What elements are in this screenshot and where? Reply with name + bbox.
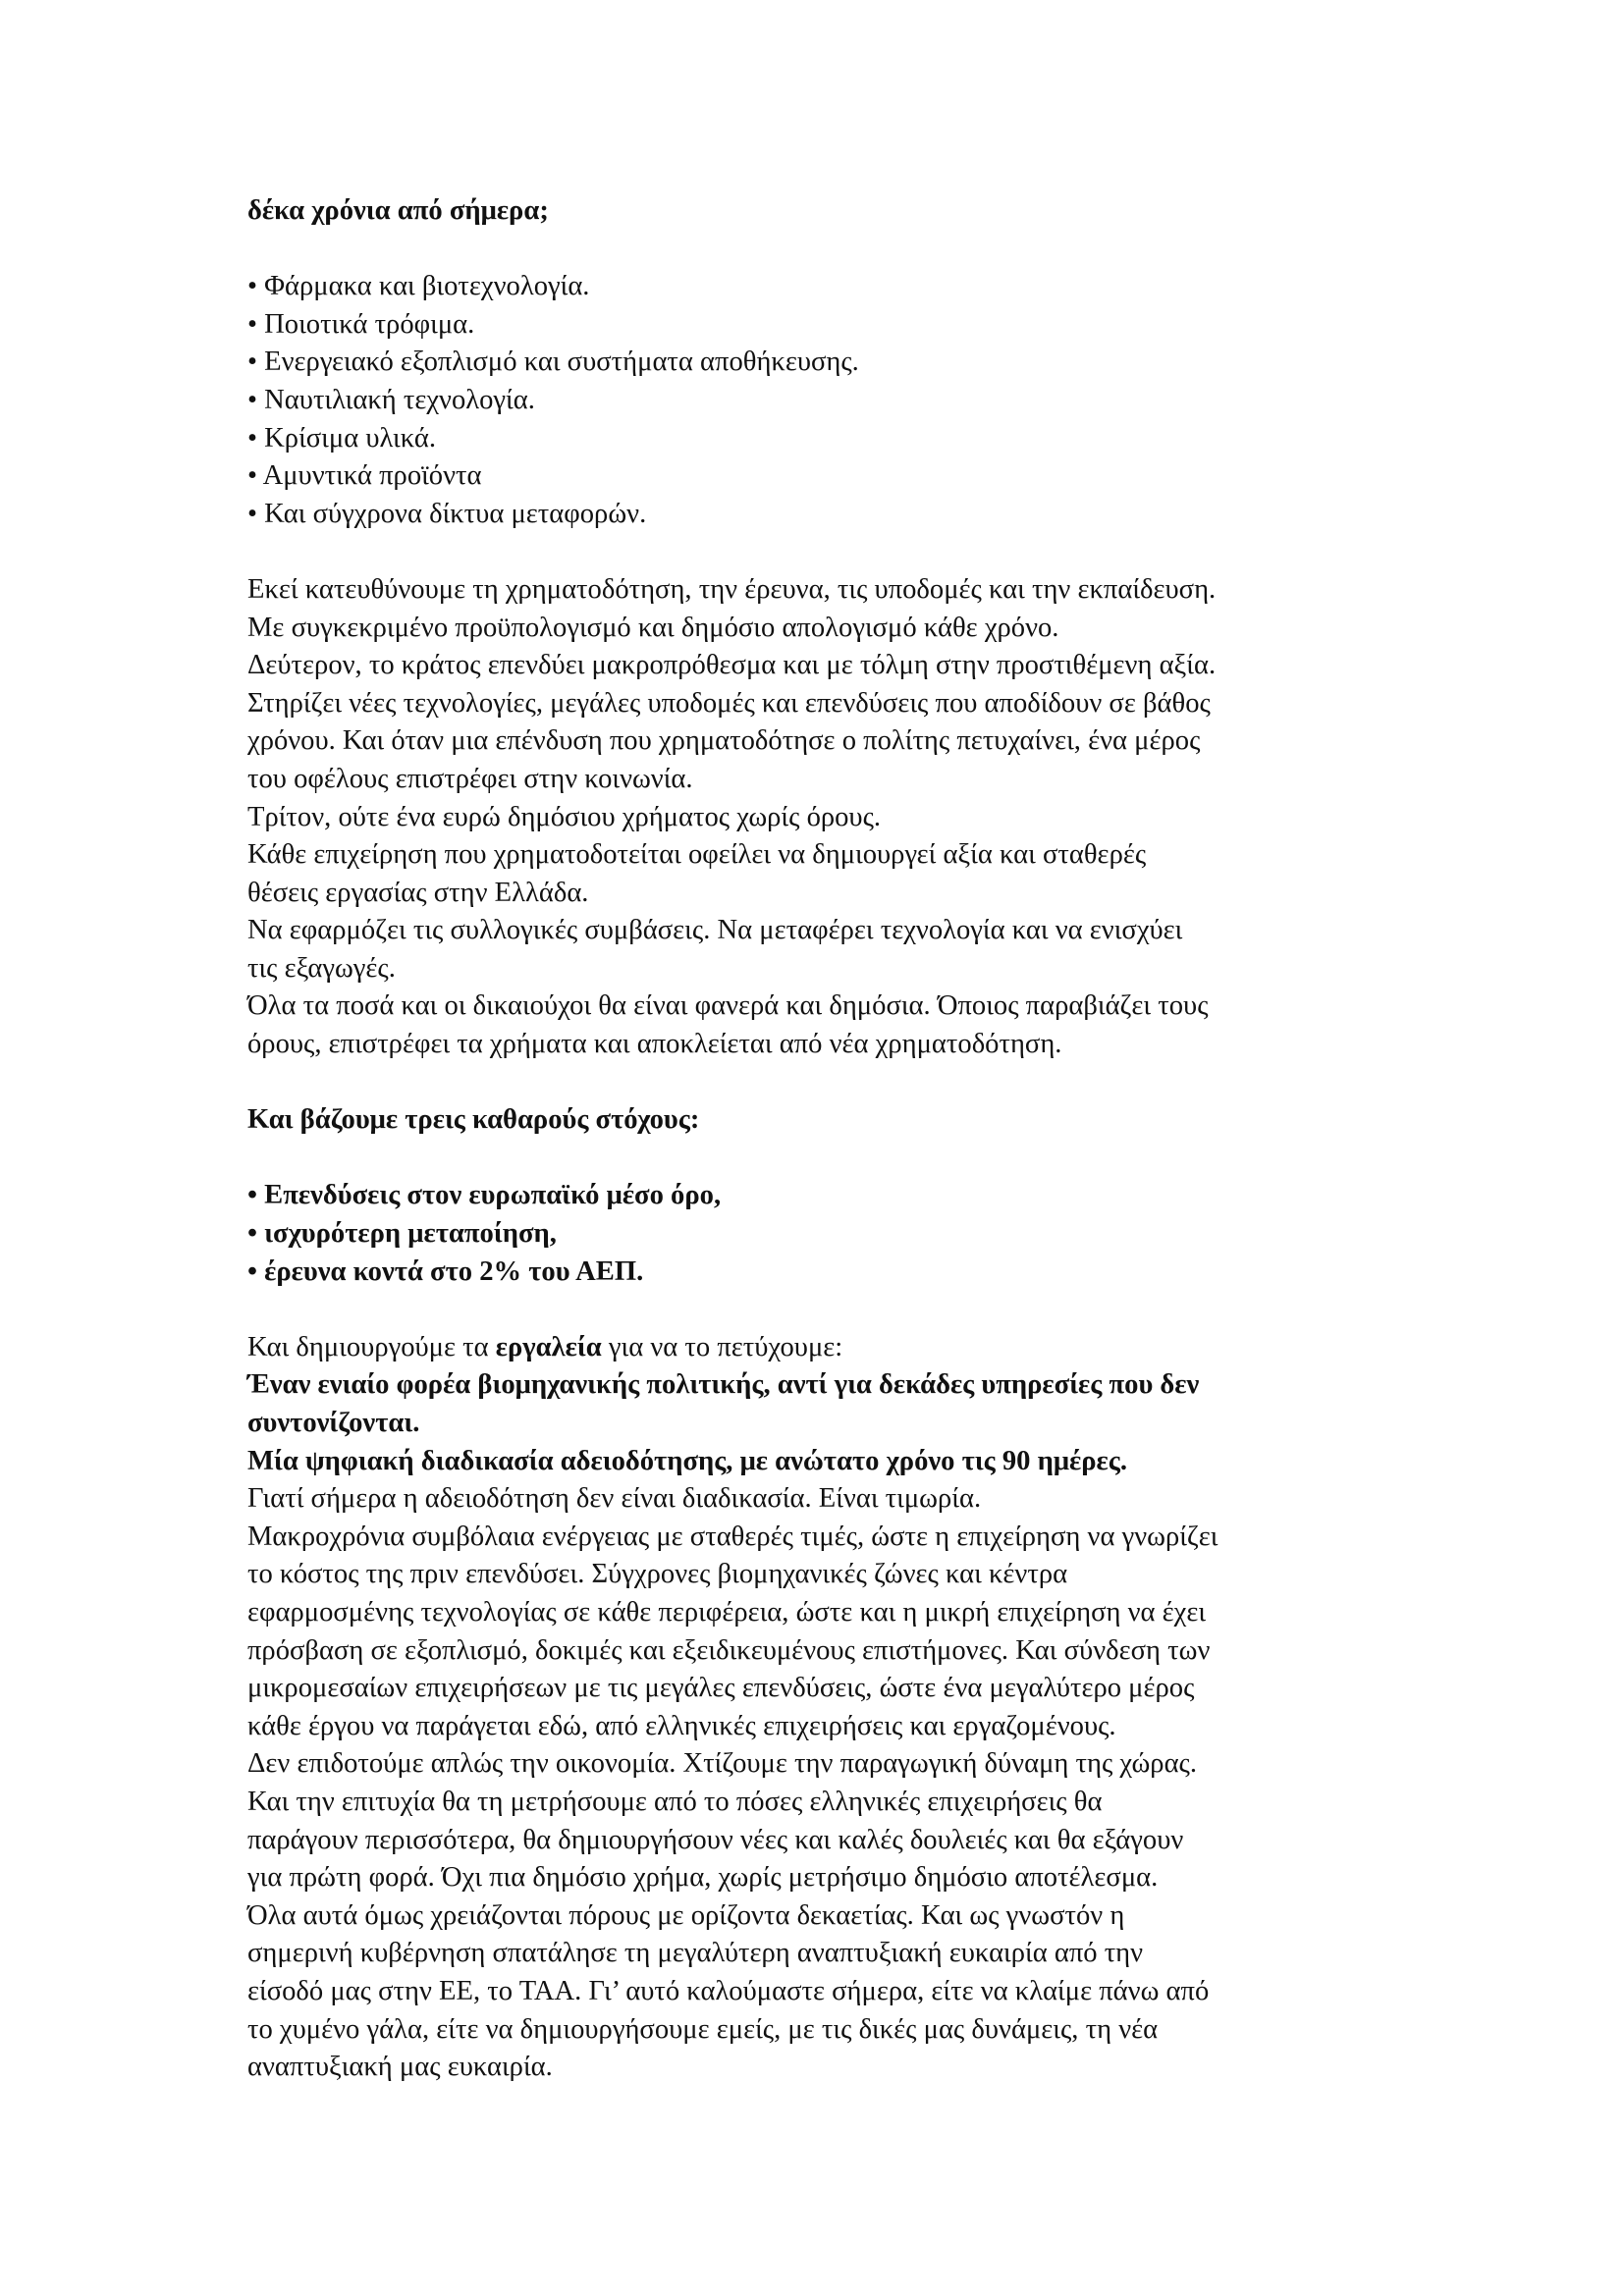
tools-intro-bold: εργαλεία [495, 1331, 602, 1362]
text-line: το κόστος της πριν επενδύσει. Σύγχρονες βιομηχανικές ζώνες και κέντρα [247, 1559, 1068, 1590]
spacer [247, 533, 1406, 571]
spacer [247, 1140, 1406, 1178]
text-line: συντονίζονται. [247, 1408, 420, 1438]
text-line: είσοδό μας στην ΕΕ, το ΤΑΑ. Γι’ αυτό καλούμαστε σήμερα, είτε να κλαίμε πάνω από [247, 1975, 1210, 2006]
sector-item: • Ενεργειακό εξοπλισμό και συστήματα αποθήκευσης. [247, 347, 859, 378]
tools-intro-before: Και δημιουργούμε τα [247, 1331, 496, 1362]
sector-item: • Κρίσιμα υλικά. [247, 422, 436, 454]
text-line: Μακροχρόνια συμβόλαια ενέργειας με σταθερές τιμές, ώστε η επιχείρηση να γνωρίζει [247, 1521, 1218, 1552]
heading-question: δέκα χρόνια από σήμερα; [247, 195, 549, 226]
sectors-list [247, 268, 1406, 533]
text-line: μικρομεσαίων επιχειρήσεων με τις μεγάλες επενδύσεις, ώστε ένα μεγαλύτερο μέρος [247, 1673, 1195, 1704]
text-line: Δεύτερον, το κράτος επενδύει μακροπρόθεσμα και με τόλμη στην προστιθέμενη αξία. [247, 650, 1217, 681]
text-line: κάθε έργου να παράγεται εδώ, από ελληνικές επιχειρήσεις και εργαζομένους. [247, 1710, 1116, 1741]
text-line: Τρίτον, ούτε ένα ευρώ δημόσιου χρήματος χωρίς όρους. [247, 801, 882, 832]
text-line: Να εφαρμόζει τις συλλογικές συμβάσεις. Να μεταφέρει τεχνολογία και να ενισχύει [247, 915, 1183, 946]
paragraph-measures [247, 1480, 1406, 2087]
goal-item: • ισχυρότερη μεταποίηση, [247, 1218, 557, 1250]
text-line: Γιατί σήμερα η αδειοδότηση δεν είναι διαδικασία. Είναι τιμωρία. [247, 1483, 982, 1515]
text-line: Στηρίζει νέες τεχνολογίες, μεγάλες υποδομές και επενδύσεις που αποδίδουν σε βάθος [247, 687, 1211, 719]
text-line: παράγουν περισσότερα, θα δημιουργήσουν νέες και καλές δουλειές και θα εξάγουν [247, 1824, 1184, 1855]
text-line: πρόσβαση σε εξοπλισμό, δοκιμές και εξειδικευμένους επιστήμονες. Και σύνδεση των [247, 1634, 1211, 1666]
sector-item: • Και σύγχρονα δίκτυα μεταφορών. [247, 498, 647, 529]
text-line: σημερινή κυβέρνηση σπατάλησε τη μεγαλύτερη αναπτυξιακή ευκαιρία από την [247, 1938, 1144, 1969]
text-line: τις εξαγωγές. [247, 952, 396, 984]
text-line: Και την επιτυχία θα τη μετρήσουμε από το πόσες ελληνικές επιχειρήσεις θα [247, 1786, 1103, 1817]
text-line: του οφέλους επιστρέφει στην κοινωνία. [247, 763, 693, 794]
text-line: όρους, επιστρέφει τα χρήματα και αποκλείεται από νέα χρηματοδότηση. [247, 1029, 1062, 1060]
text-line: Δεν επιδοτούμε απλώς την οικονομία. Χτίζουμε την παραγωγική δύναμη της χώρας. [247, 1748, 1198, 1780]
tools-bold-lines [247, 1366, 1406, 1480]
spacer [247, 1064, 1406, 1102]
text-line: Έναν ενιαίο φορέα βιομηχανικής πολιτικής, αντί για δεκάδες υπηρεσίες που δεν [247, 1369, 1200, 1401]
text-line: χρόνου. Και όταν μια επένδυση που χρηματοδότησε ο πολίτης πετυχαίνει, ένα μέρος [247, 725, 1201, 757]
text-line: αναπτυξιακή μας ευκαιρία. [247, 2052, 553, 2083]
text-line: Εκεί κατευθύνουμε τη χρηματοδότηση, την έρευνα, τις υποδομές και την εκπαίδευση. [247, 573, 1217, 605]
text-line: για πρώτη φορά. Όχι πια δημόσιο χρήμα, χωρίς μετρήσιμο δημόσιο αποτέλεσμα. [247, 1862, 1159, 1894]
text-line: Όλα τα ποσά και οι δικαιούχοι θα είναι φανερά και δημόσια. Όποιος παραβιάζει τους [247, 990, 1209, 1022]
sector-item: • Ναυτιλιακή τεχνολογία. [247, 384, 535, 415]
goals-heading: Και βάζουμε τρεις καθαρούς στόχους: [247, 1104, 700, 1136]
goal-item: • έρευνα κοντά στο 2% του ΑΕΠ. [247, 1255, 644, 1287]
text-line: Κάθε επιχείρηση που χρηματοδοτείται οφείλει να δημιουργεί αξία και σταθερές [247, 839, 1147, 871]
text-line: Όλα αυτά όμως χρειάζονται πόρους με ορίζοντα δεκαετίας. Και ως γνωστόν η [247, 1899, 1125, 1931]
paragraph-policy-principles [247, 571, 1406, 1064]
sector-item: • Φάρμακα και βιοτεχνολογία. [247, 271, 590, 302]
text-line: θέσεις εργασίας στην Ελλάδα. [247, 877, 589, 908]
tools-intro-after: για να το πετύχουμε: [601, 1331, 843, 1362]
goals-list [247, 1177, 1406, 1291]
spacer [247, 1291, 1406, 1329]
sector-item: • Ποιοτικά τρόφιμα. [247, 308, 475, 340]
goal-item: • Επενδύσεις στον ευρωπαϊκό μέσο όρο, [247, 1180, 722, 1211]
sector-item: • Αμυντικά προϊόντα [247, 460, 482, 492]
spacer [247, 231, 1406, 269]
text-line: Με συγκεκριμένο προϋπολογισμό και δημόσιο απολογισμό κάθε χρόνο. [247, 612, 1059, 643]
text-line: το χυμένο γάλα, είτε να δημιουργήσουμε εμείς, με τις δικές μας δυνάμεις, τη νέα [247, 2013, 1159, 2045]
tools-intro [247, 1329, 1406, 1367]
text-line: Μία ψηφιακή διαδικασία αδειοδότησης, με ανώτατο χρόνο τις 90 ημέρες. [247, 1445, 1127, 1476]
document-page [247, 192, 1406, 2087]
text-line: εφαρμοσμένης τεχνολογίας σε κάθε περιφέρεια, ώστε και η μικρή επιχείρηση να έχει [247, 1596, 1207, 1628]
